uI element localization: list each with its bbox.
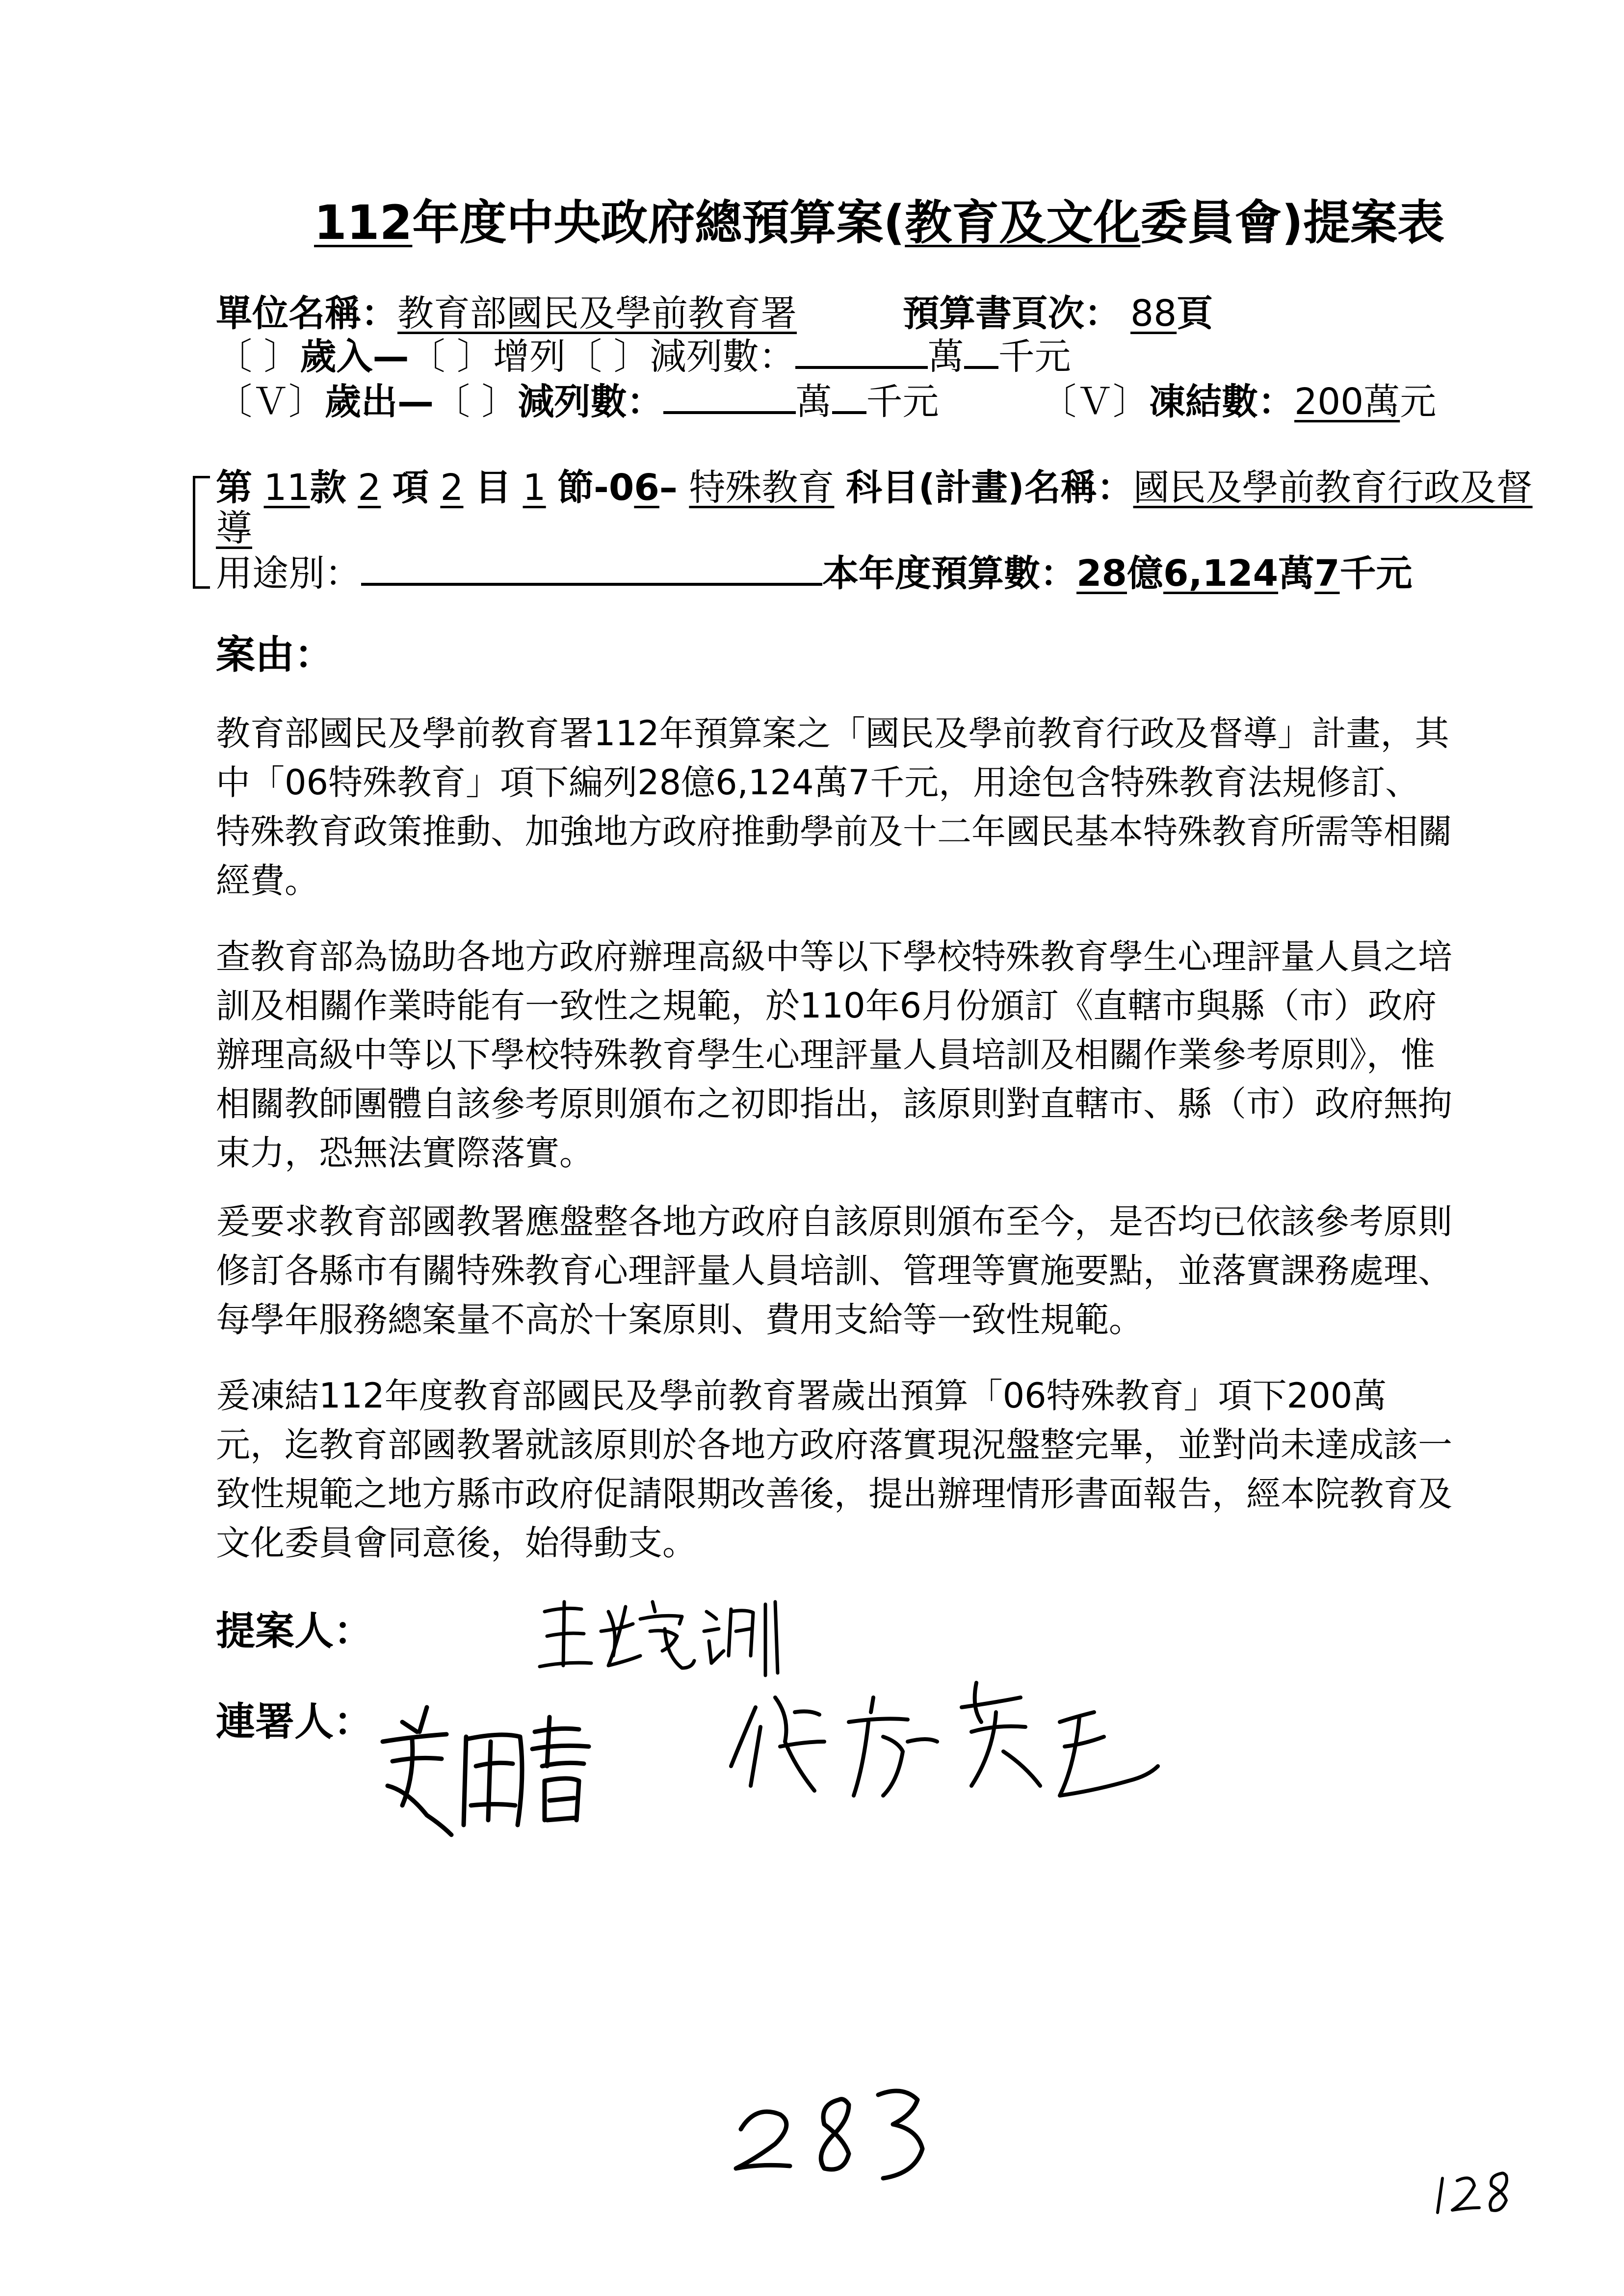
subject-dash: – (659, 467, 678, 509)
budget-wan-unit: 萬 (1278, 552, 1315, 595)
expense-qian-blank (832, 406, 866, 414)
subject-bracket (193, 476, 210, 589)
freeze-suffix: 元 (1400, 381, 1437, 423)
freeze-label: 凍結數： (1149, 381, 1294, 423)
title-mid2: 委員會)提案表 (1140, 195, 1445, 250)
usage-label: 用途別： (216, 552, 361, 595)
freeze-amount: 200萬 (1294, 381, 1400, 423)
subject-code: 6 (634, 467, 659, 509)
subject-kuan-num: 11 (263, 467, 310, 509)
paragraph-1: 教育部國民及學前教育署112年預算案之「國民及學前教育行政及督導」計畫，其中「06特殊教育」項下編列28億6,124萬7千元，用途包含特殊教育法規修訂、特殊教育政策推動、加強地方政府推動學前及十二年國民基本特殊教育所需等相關經費。 (216, 713, 1452, 901)
title-mid1: 年度中央政府總預算案( (412, 195, 905, 250)
budget-qian: 7 (1314, 552, 1340, 595)
budget-qian-unit: 千元 (1339, 552, 1413, 595)
paragraph-3: 爰要求教育部國教署應盤整各地方政府自該原則頒布至今，是否均已依該參考原則修訂各縣市有關特殊教育心理評量人員培訓、管理等實施要點，並落實課務處理、每學年服務總案量不高於十案原則、費用支給等一致性規範。 (216, 1201, 1452, 1340)
unit-label: 單位名稱： (216, 292, 397, 335)
subject-jie-num: 1 (523, 467, 546, 509)
revenue-label: 歲入— (300, 336, 409, 378)
usage-blank (361, 578, 822, 586)
budget-page-suffix: 頁 (1177, 292, 1213, 335)
subject-mu-num: 2 (440, 467, 464, 509)
cosigner-signature-1 (373, 1678, 692, 1854)
subject-line-2 (216, 499, 252, 551)
expense-wan: 萬 (795, 381, 832, 423)
subject-xiang: 項 (392, 467, 429, 509)
unit-name: 教育部國民及學前教育署 (397, 292, 797, 335)
subject-plan-name-2: 導 (216, 507, 252, 549)
subject-plan-name-1: 國民及學前教育行政及督 (1133, 467, 1533, 509)
freeze-line (1040, 373, 1436, 425)
budget-page-label: 預算書頁次： (903, 292, 1121, 335)
expense-wan-blank (663, 406, 796, 414)
document-title (314, 185, 1444, 253)
subject-line (216, 459, 1533, 511)
expense-label: 歲出— (325, 381, 434, 423)
revenue-line (216, 328, 1071, 380)
subject-jie: 節-0 (557, 467, 634, 509)
revenue-bracket: 〔 〕 (216, 336, 300, 378)
cosigner-label: 連署人： (216, 1699, 373, 1745)
revenue-qian: 千元 (998, 336, 1071, 378)
budget-page-number: 88 (1130, 292, 1177, 335)
proposer-label: 提案人： (216, 1608, 373, 1654)
budget-yi-unit: 億 (1126, 552, 1163, 595)
subject-xiang-num: 2 (358, 467, 381, 509)
handwritten-page-number (726, 2070, 957, 2183)
subject-plan-label: 科目(計畫)名稱： (845, 467, 1133, 509)
freeze-bracket: 〔Ｖ〕 (1040, 381, 1149, 423)
expense-line (216, 373, 939, 425)
revenue-qian-blank (964, 361, 998, 369)
revenue-rest: 〔 〕增列〔 〕減列數： (409, 336, 795, 378)
budget-amount-label: 本年度預算數： (822, 552, 1076, 595)
revenue-wan: 萬 (927, 336, 964, 378)
revenue-wan-blank (795, 361, 928, 369)
expense-rest1: 〔 〕 (434, 381, 518, 423)
subject-mu: 目 (475, 467, 512, 509)
title-committee: 教育及文化 (905, 195, 1141, 250)
subject-di: 第 (216, 467, 252, 509)
expense-bracket: 〔Ｖ〕 (216, 381, 325, 423)
paragraph-2: 查教育部為協助各地方政府辦理高級中等以下學校特殊教育學生心理評量人員之培訓及相關作業時能有一致性之規範，於110年6月份頒訂《直轄市與縣（市）政府辦理高級中等以下學校特殊教育學生心理評量人員培訓及相關作業參考原則》，惟相關教師團體自該參考原則頒布之初即指出，該原則對直轄市、縣（市）政府無拘束力，恐無法實際落實。 (216, 937, 1452, 1173)
usage-line (216, 545, 1413, 597)
title-year: 112 (314, 195, 413, 250)
expense-qian: 千元 (866, 381, 939, 423)
reason-heading: 案由： (216, 632, 334, 678)
expense-reduce-label: 減列數： (518, 381, 663, 423)
budget-yi: 28 (1076, 552, 1127, 595)
subject-kuan: 款 (310, 467, 346, 509)
handwritten-corner-number (1428, 2159, 1526, 2222)
cosigner-signature-2 (721, 1668, 1173, 1815)
budget-wan: 6,124 (1163, 552, 1279, 595)
paragraph-4: 爰凍結112年度教育部國民及學前教育署歲出預算「06特殊教育」項下200萬元，迄教育部國教署就該原則於各地方政府落實現況盤整完畢，並對尚未達成該一致性規範之地方縣市政府促請限期改善後，提出辦理情形書面報告，經本院教育及文化委員會同意後，始得動支。 (216, 1376, 1452, 1563)
subject-name: 特殊教育 (689, 467, 835, 509)
